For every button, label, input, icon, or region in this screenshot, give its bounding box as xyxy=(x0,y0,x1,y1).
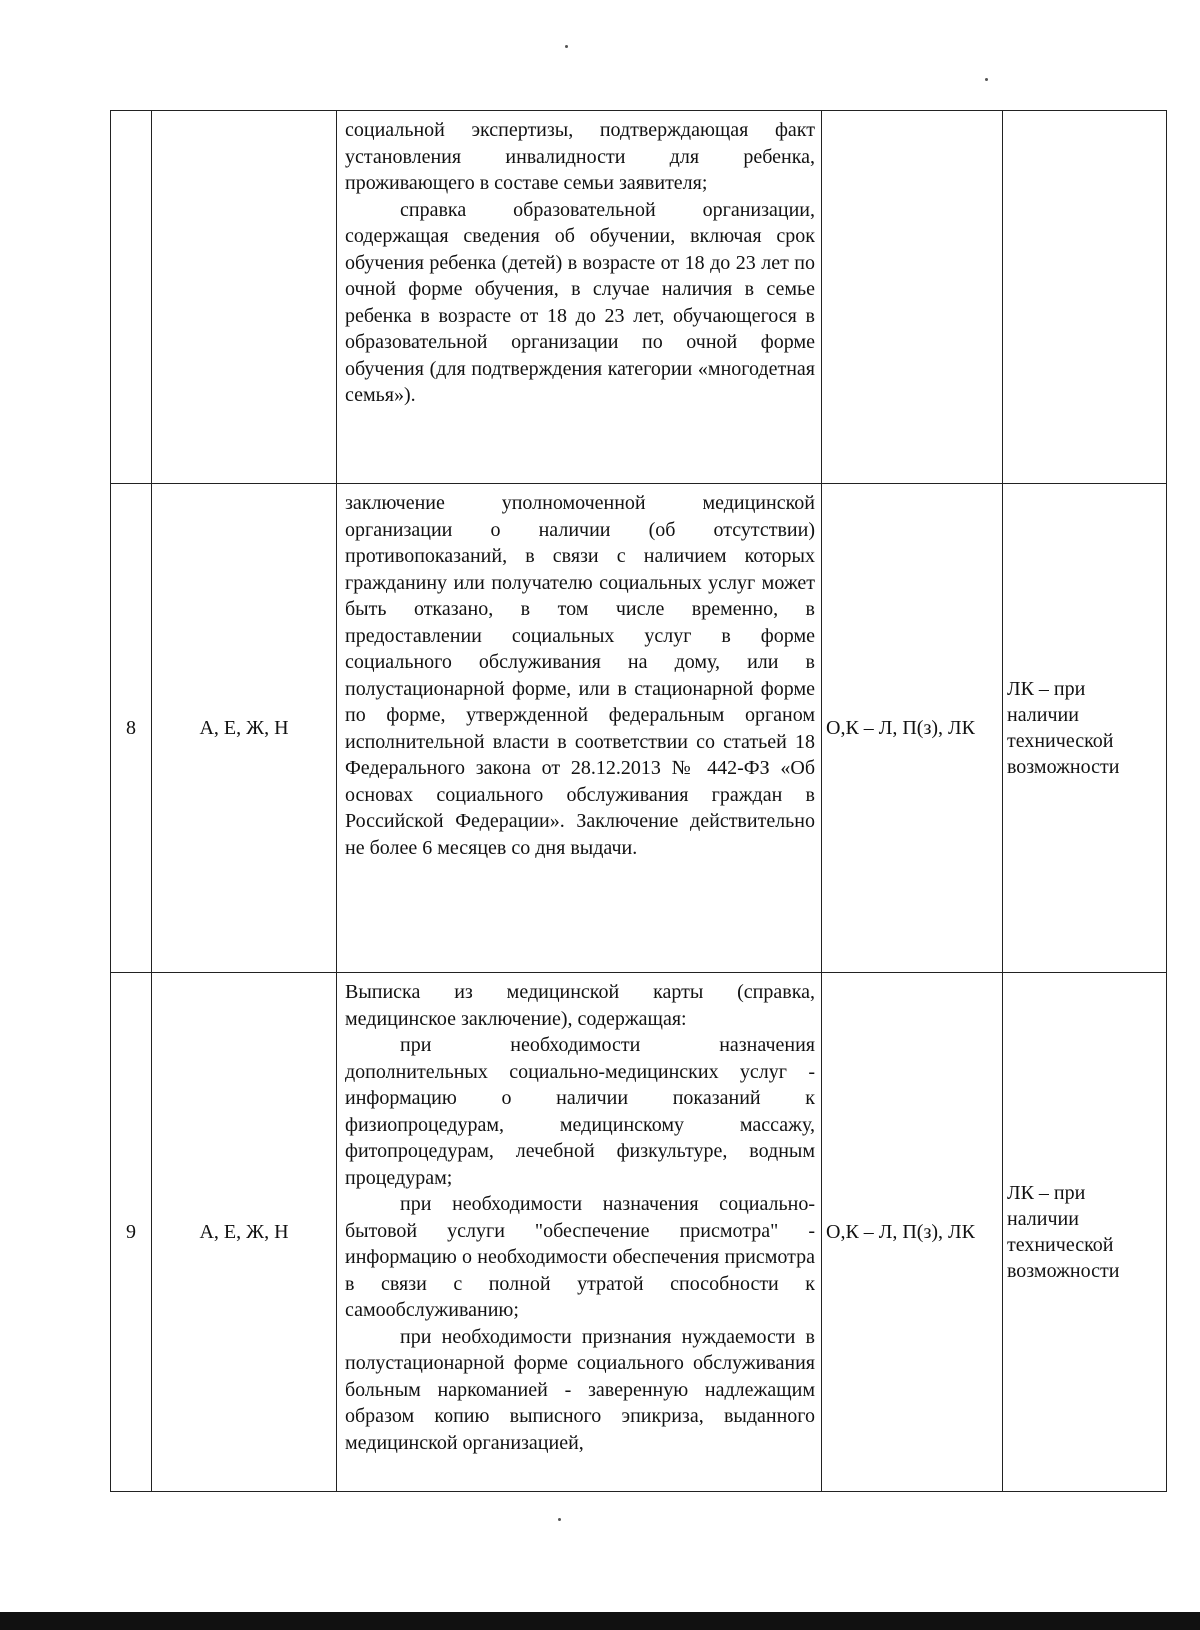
row-document-description xyxy=(337,973,822,1492)
row-number: 8 xyxy=(111,484,152,973)
paragraph: социальной экспертизы, подтверждающая факт установления инвалидности для ребенка, проживающего в составе семьи заявителя; xyxy=(345,119,815,194)
paragraph: при необходимости назначения дополнительных социально-медицинских услуг - информацию о наличии показаний к физиопроцедурам, медицинскому массажу, фитопроцедурам, лечебной физкультуре, водным процедурам; xyxy=(345,1034,815,1189)
paragraph: при необходимости признания нуждаемости в полустационарной форме социального обслуживания больным наркоманией - заверенную надлежащим образом копию выписного эпикриза, выданного медицинской организацией, xyxy=(345,1325,815,1454)
scan-speck xyxy=(565,45,568,48)
row-document-description xyxy=(337,484,822,973)
row-note: ЛК – при наличии технической возможности xyxy=(1003,973,1167,1492)
row-document-description xyxy=(337,111,822,484)
row-note xyxy=(1003,111,1167,484)
row-categories xyxy=(152,111,337,484)
row-note: ЛК – при наличии технической возможности xyxy=(1003,484,1167,973)
paragraph: при необходимости назначения социально-бытовой услуги "обеспечение присмотра" - информацию о необходимости обеспечения присмотра в связи с полной утратой способности к самообслуживанию; xyxy=(345,1193,815,1321)
row-number: 9 xyxy=(111,973,152,1492)
row-submission-form: О,К – Л, П(з), ЛК xyxy=(822,973,1003,1492)
paragraph: заключение уполномоченной медицинской организации о наличии (об отсутствии) противопоказаний, в связи с наличием которых гражданину или получателю социальных услуг может быть отказано, в том числе временно, в предоставлении социальных услуг в форме социального обслуживания на дому, или в полустационарной форме, или в стационарной форме по форме, утвержденной федеральным органом исполнительной власти в соответствии со статьей 18 Федерального закона от 28.12.2013 № 442-ФЗ «Об основах социального обслуживания граждан в Российской Федерации». Заключение действительно не более 6 месяцев со дня выдачи. xyxy=(345,492,815,859)
row-categories: А, Е, Ж, Н xyxy=(152,973,337,1492)
row-submission-form: О,К – Л, П(з), ЛК xyxy=(822,484,1003,973)
row-number xyxy=(111,111,152,484)
paragraph: справка образовательной организации, содержащая сведения об обучении, включая срок обучения ребенка (детей) в возрасте от 18 до 23 лет по очной форме обучения, в случае наличия в семье ребенка в возрасте от 18 до 23 лет, обучающегося в образовательной организации по очной форме обучения (для подтверждения категории «многодетная семья»). xyxy=(345,198,815,406)
scan-speck xyxy=(985,78,988,81)
documents-table xyxy=(110,110,1167,1492)
scan-bottom-edge xyxy=(0,1612,1200,1630)
scan-speck xyxy=(558,1518,561,1521)
table-row xyxy=(111,484,1167,973)
paragraph: Выписка из медицинской карты (справка, медицинское заключение), содержащая: xyxy=(345,981,815,1030)
table-row xyxy=(111,973,1167,1492)
row-categories: А, Е, Ж, Н xyxy=(152,484,337,973)
row-submission-form xyxy=(822,111,1003,484)
table-row xyxy=(111,111,1167,484)
